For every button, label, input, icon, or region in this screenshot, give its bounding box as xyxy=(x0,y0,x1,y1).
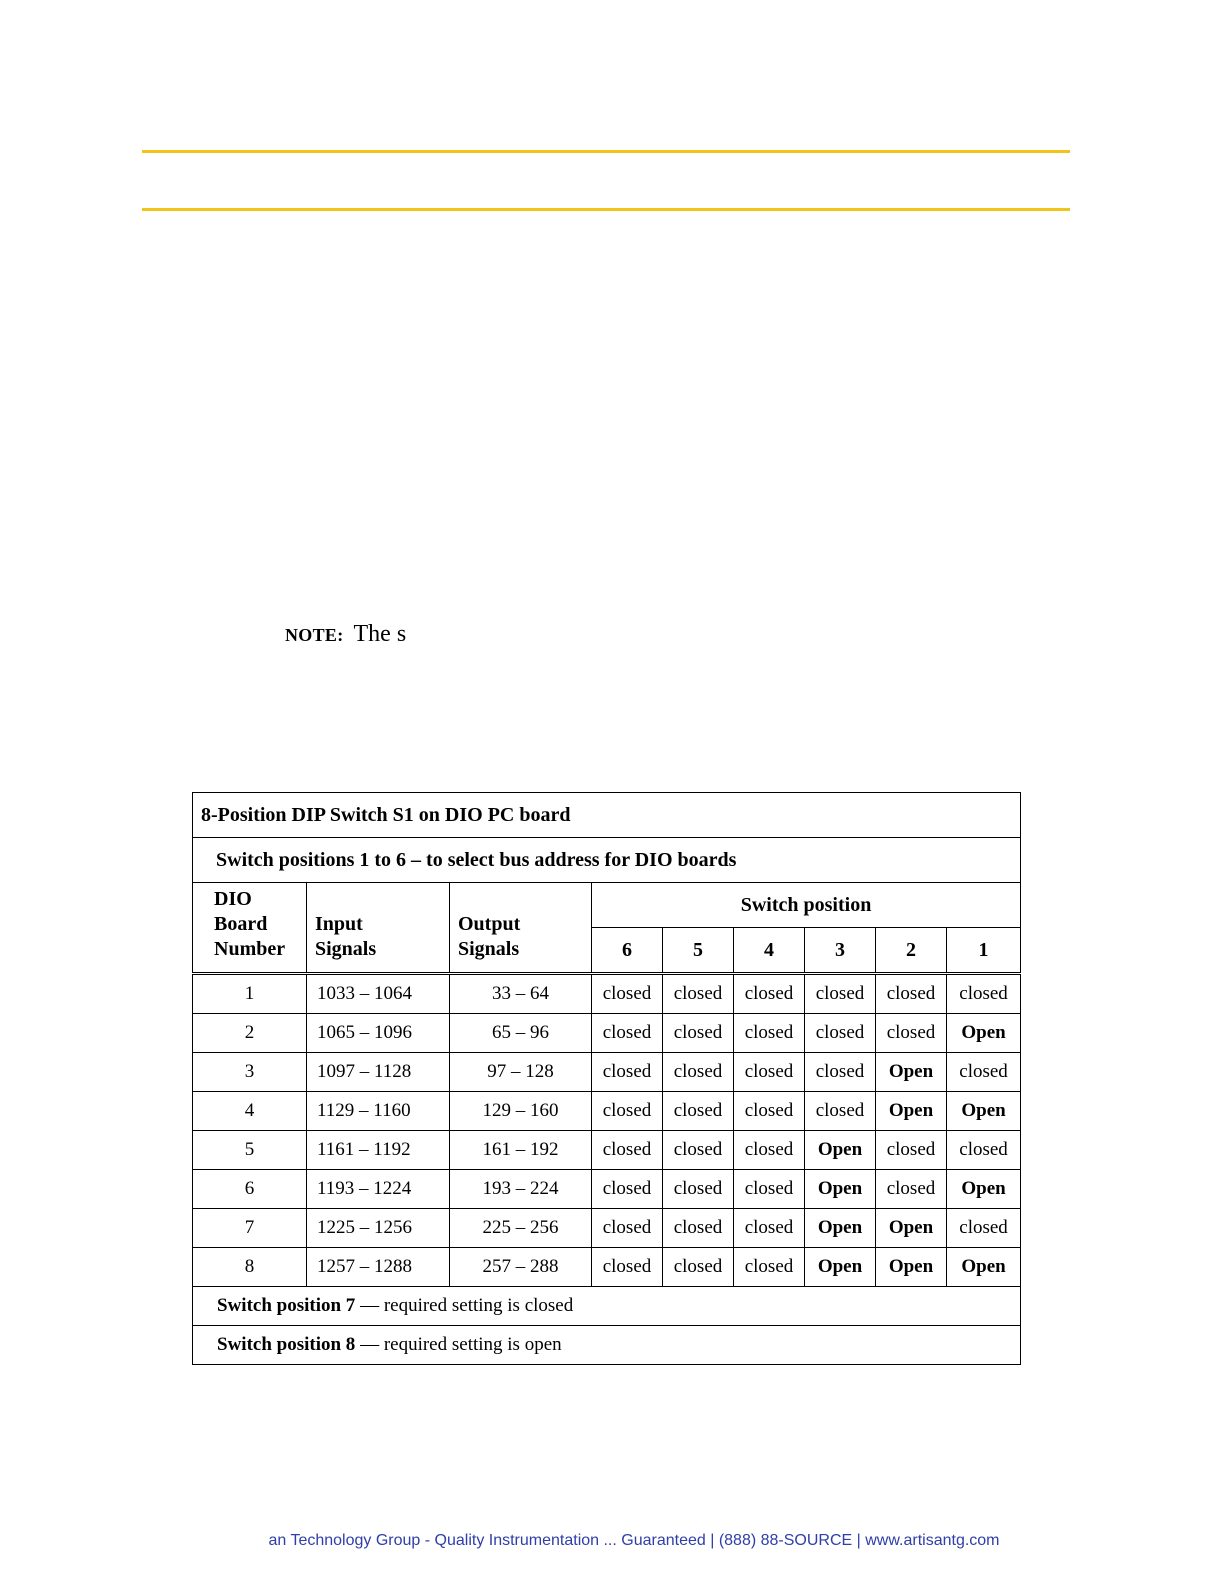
switch-setting-cell: closed xyxy=(876,974,947,1014)
table-row xyxy=(193,1209,1021,1248)
output-signals-cell: 65 – 96 xyxy=(450,1014,592,1053)
switch-setting-cell: closed xyxy=(805,974,876,1014)
input-signals-cell: 1097 – 1128 xyxy=(307,1053,450,1092)
header-board-number: DIO Board Number xyxy=(193,883,307,974)
output-signals-cell: 129 – 160 xyxy=(450,1092,592,1131)
switch-setting-cell: closed xyxy=(663,1014,734,1053)
switch-setting-cell: closed xyxy=(947,1131,1021,1170)
switch-setting-cell: closed xyxy=(876,1014,947,1053)
switch-setting-cell: closed xyxy=(734,1131,805,1170)
board-number-cell: 3 xyxy=(193,1053,307,1092)
header-position-2: 2 xyxy=(876,928,947,974)
switch-setting-cell: closed xyxy=(592,1170,663,1209)
note-text: The s xyxy=(353,621,407,647)
footnote xyxy=(193,1326,1021,1365)
switch-setting-cell: closed xyxy=(947,1209,1021,1248)
note xyxy=(285,620,406,649)
footnote-label: Switch position 8 xyxy=(217,1334,356,1355)
switch-setting-cell: closed xyxy=(734,974,805,1014)
header-input-signals: Input Signals xyxy=(307,883,450,974)
switch-setting-cell: closed xyxy=(663,1053,734,1092)
header-position-6: 6 xyxy=(592,928,663,974)
switch-setting-cell: Open xyxy=(805,1170,876,1209)
switch-setting-cell: closed xyxy=(876,1170,947,1209)
switch-setting-cell: closed xyxy=(805,1092,876,1131)
switch-setting-cell: Open xyxy=(805,1248,876,1287)
switch-setting-cell: Open xyxy=(876,1053,947,1092)
switch-setting-cell: closed xyxy=(734,1014,805,1053)
switch-setting-cell: closed xyxy=(734,1248,805,1287)
table-subtitle: Switch positions 1 to 6 – to select bus address for DIO boards xyxy=(193,838,1021,883)
header-position-5: 5 xyxy=(663,928,734,974)
switch-setting-cell: closed xyxy=(592,1092,663,1131)
input-signals-cell: 1129 – 1160 xyxy=(307,1092,450,1131)
switch-setting-cell: closed xyxy=(734,1092,805,1131)
footnote-row xyxy=(193,1326,1021,1365)
switch-setting-cell: closed xyxy=(734,1170,805,1209)
switch-setting-cell: closed xyxy=(592,1209,663,1248)
switch-setting-cell: closed xyxy=(592,1248,663,1287)
output-signals-cell: 97 – 128 xyxy=(450,1053,592,1092)
switch-setting-cell: Open xyxy=(947,1014,1021,1053)
table-row xyxy=(193,1053,1021,1092)
input-signals-cell: 1065 – 1096 xyxy=(307,1014,450,1053)
footnote-label: Switch position 7 xyxy=(217,1295,356,1316)
switch-setting-cell: Open xyxy=(876,1092,947,1131)
switch-setting-cell: closed xyxy=(805,1014,876,1053)
footnote-text: — required setting is open xyxy=(355,1334,562,1355)
switch-setting-cell: closed xyxy=(805,1053,876,1092)
switch-setting-cell: Open xyxy=(947,1092,1021,1131)
output-signals-cell: 257 – 288 xyxy=(450,1248,592,1287)
board-number-cell: 6 xyxy=(193,1170,307,1209)
switch-setting-cell: closed xyxy=(876,1131,947,1170)
switch-setting-cell: Open xyxy=(947,1170,1021,1209)
switch-setting-cell: closed xyxy=(734,1053,805,1092)
footer-text: an Technology Group - Quality Instrumentation ... Guaranteed | (888) 88-SOURCE | www.artisantg.com xyxy=(268,1532,1000,1549)
board-number-cell: 1 xyxy=(193,974,307,1014)
switch-setting-cell: closed xyxy=(663,1248,734,1287)
switch-setting-cell: closed xyxy=(663,974,734,1014)
dip-switch-table xyxy=(192,792,1021,1365)
switch-setting-cell: closed xyxy=(663,1170,734,1209)
header-rule-top xyxy=(142,150,1070,153)
switch-setting-cell: closed xyxy=(663,1131,734,1170)
header-position-1: 1 xyxy=(947,928,1021,974)
board-number-cell: 4 xyxy=(193,1092,307,1131)
board-number-cell: 2 xyxy=(193,1014,307,1053)
header-switch-position: Switch position xyxy=(592,883,1021,928)
switch-setting-cell: closed xyxy=(947,1053,1021,1092)
board-number-cell: 8 xyxy=(193,1248,307,1287)
switch-setting-cell: Open xyxy=(947,1248,1021,1287)
switch-setting-cell: closed xyxy=(663,1092,734,1131)
input-signals-cell: 1161 – 1192 xyxy=(307,1131,450,1170)
output-signals-cell: 225 – 256 xyxy=(450,1209,592,1248)
input-signals-cell: 1033 – 1064 xyxy=(307,974,450,1014)
switch-setting-cell: Open xyxy=(876,1209,947,1248)
input-signals-cell: 1257 – 1288 xyxy=(307,1248,450,1287)
table-row xyxy=(193,974,1021,1014)
table-row xyxy=(193,1170,1021,1209)
switch-setting-cell: closed xyxy=(734,1209,805,1248)
input-signals-cell: 1193 – 1224 xyxy=(307,1170,450,1209)
board-number-cell: 7 xyxy=(193,1209,307,1248)
table-row xyxy=(193,1131,1021,1170)
header-output-signals: Output Signals xyxy=(450,883,592,974)
note-label: NOTE: xyxy=(285,625,344,645)
switch-setting-cell: Open xyxy=(805,1131,876,1170)
output-signals-cell: 193 – 224 xyxy=(450,1170,592,1209)
input-signals-cell: 1225 – 1256 xyxy=(307,1209,450,1248)
output-signals-cell: 33 – 64 xyxy=(450,974,592,1014)
output-signals-cell: 161 – 192 xyxy=(450,1131,592,1170)
switch-setting-cell: closed xyxy=(947,974,1021,1014)
table-row xyxy=(193,1014,1021,1053)
switch-setting-cell: closed xyxy=(663,1209,734,1248)
switch-setting-cell: closed xyxy=(592,1053,663,1092)
header-position-3: 3 xyxy=(805,928,876,974)
board-number-cell: 5 xyxy=(193,1131,307,1170)
footnote-text: — required setting is closed xyxy=(355,1295,574,1316)
switch-setting-cell: Open xyxy=(805,1209,876,1248)
table-row xyxy=(193,1092,1021,1131)
switch-setting-cell: closed xyxy=(592,1014,663,1053)
header-rule-bottom xyxy=(142,208,1070,211)
header-position-4: 4 xyxy=(734,928,805,974)
switch-setting-cell: closed xyxy=(592,974,663,1014)
table-row xyxy=(193,1248,1021,1287)
switch-setting-cell: closed xyxy=(592,1131,663,1170)
footnote xyxy=(193,1287,1021,1326)
table-title: 8-Position DIP Switch S1 on DIO PC board xyxy=(193,793,1021,838)
footnote-row xyxy=(193,1287,1021,1326)
switch-setting-cell: Open xyxy=(876,1248,947,1287)
